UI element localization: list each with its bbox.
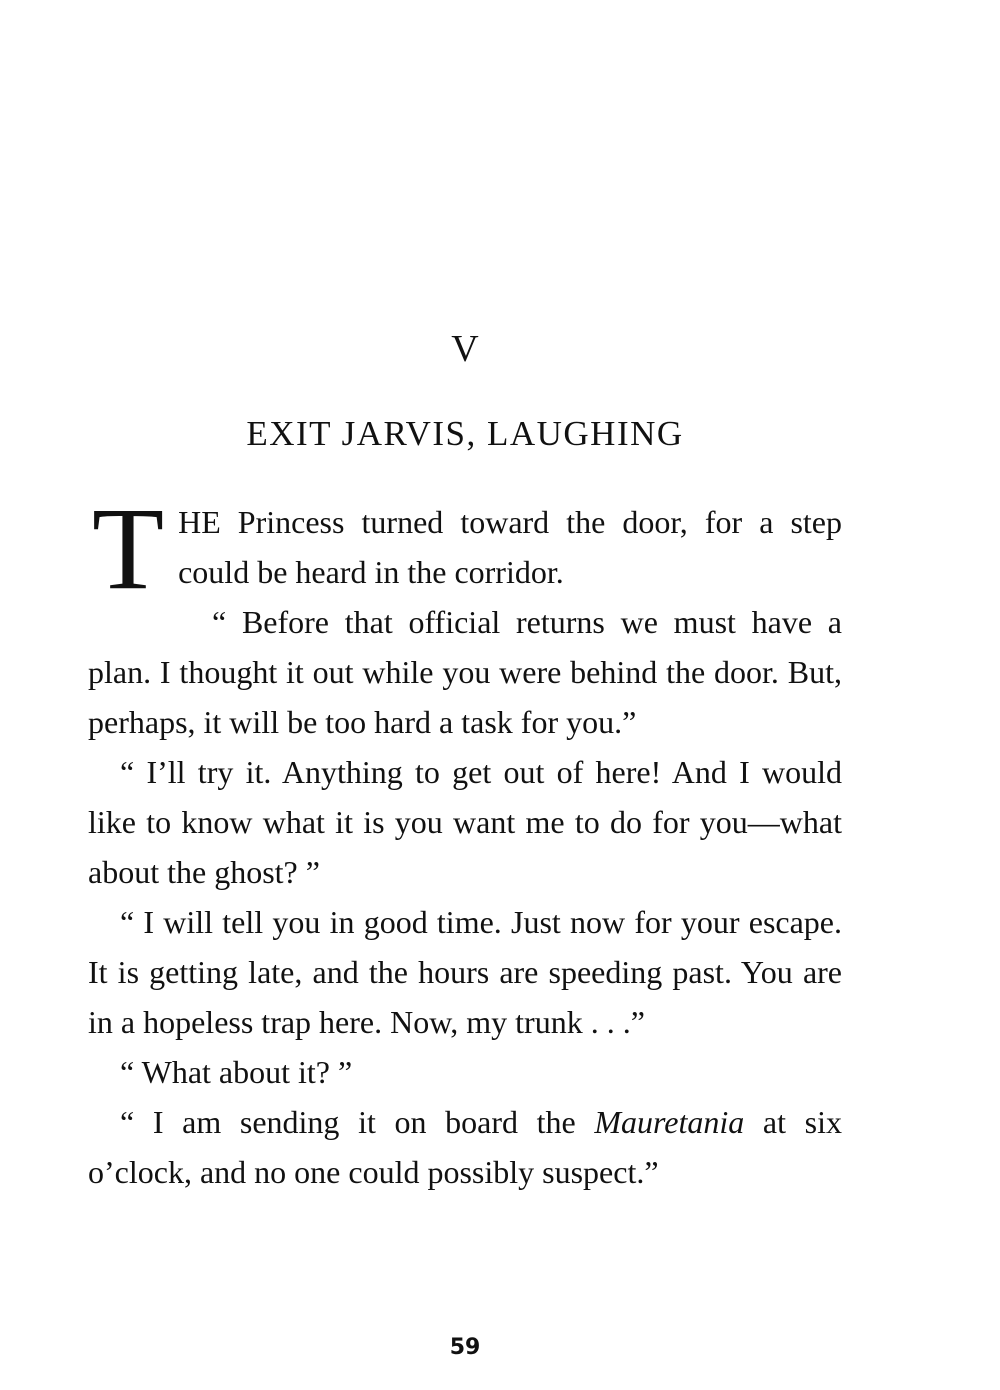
drop-cap: T [92, 483, 165, 614]
paragraph-trunk-text-b: at six o’clock, and no one could possibly suspect.” [88, 1104, 843, 1190]
paragraph-plan-text: “ Before that official returns we must have a plan. I thought it out while you were behind the door. But, perhaps, it will be too hard a task for you.” [88, 604, 842, 740]
paragraph-opening [88, 483, 842, 614]
ship-name: Mauretania [594, 1104, 745, 1140]
page-number: 59 [449, 1335, 481, 1360]
paragraph-plan [88, 597, 842, 747]
paragraph-opening-text: HE Princess turned toward the door, for a step could be heard in the corridor. [178, 504, 842, 590]
paragraph-trunk [88, 1097, 842, 1197]
paragraph-try: “ I’ll try it. Anything to get out of here! And I would like to know what it is you want me to do for you—what about the ghost? ” [88, 754, 842, 890]
chapter-number: V [451, 328, 479, 370]
paragraph-escape: “ I will tell you in good time. Just now for your escape. It is getting late, and the hours are speeding past. You are in a hopeless trap here. Now, my trunk . . .” [88, 904, 842, 1040]
chapter-title: EXIT JARVIS, LAUGHING [246, 414, 684, 453]
paragraph-question: “ What about it? ” [120, 1054, 353, 1090]
paragraph-trunk-text-a: “ I am sending it on board the [120, 1104, 595, 1140]
chapter-body [88, 483, 843, 1197]
